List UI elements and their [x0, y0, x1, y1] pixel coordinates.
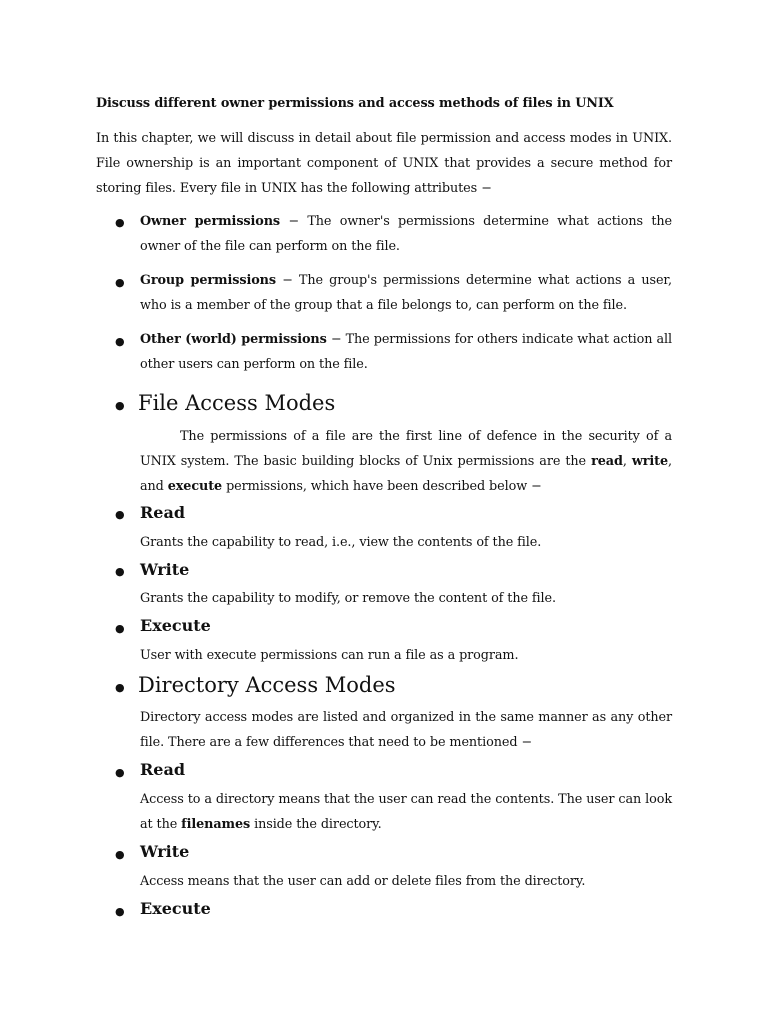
bullet-icon: ● — [115, 399, 125, 412]
directory-write-heading: Write — [140, 842, 190, 861]
bullet-icon: ● — [115, 216, 125, 229]
and-text: and — [140, 479, 168, 494]
attribute-owner-term: Owner permissions — [140, 214, 281, 229]
bullet-icon: ● — [115, 848, 125, 861]
attribute-owner-text: − The owner's permissions determine what actions the owner of the file can perform on the file. — [140, 214, 672, 254]
file-read-heading: Read — [140, 503, 186, 522]
file-execute-description: User with execute permissions can run a file as a program. — [140, 648, 519, 663]
bullet-icon: ● — [115, 276, 125, 289]
directory-read-text-after: inside the directory. — [250, 817, 382, 832]
directory-read-description — [140, 787, 672, 837]
bullet-icon: ● — [115, 565, 125, 578]
document-title: Discuss different owner permissions and access methods of files in UNIX — [96, 96, 614, 111]
bullet-icon: ● — [115, 508, 125, 521]
read-word: read — [591, 454, 623, 469]
attribute-group-item — [140, 268, 672, 318]
directory-write-description: Access means that the user can add or delete files from the directory. — [140, 874, 586, 889]
attribute-other-text: − The permissions for others indicate what action all other users can perform on the file. — [140, 332, 672, 372]
bullet-icon: ● — [115, 335, 125, 348]
file-execute-heading: Execute — [140, 616, 211, 635]
file-access-heading: File Access Modes — [138, 391, 336, 415]
bullet-icon: ● — [115, 766, 125, 779]
directory-access-heading: Directory Access Modes — [138, 673, 396, 697]
execute-word: execute — [167, 479, 223, 494]
file-access-text-end: permissions, which have been described below − — [222, 479, 542, 494]
directory-execute-heading: Execute — [140, 899, 211, 918]
attribute-group-text: − The group's permissions determine what actions a user, who is a member of the group that a file belongs to, can perform on the file. — [140, 273, 672, 313]
attribute-other-term: Other (world) permissions — [140, 332, 327, 347]
filenames-word: filenames — [181, 817, 251, 832]
file-access-paragraph — [140, 424, 672, 499]
file-access-text-start: The permissions of a file are the first line of defence in the security of a UNIX system. The basic building blocks of Unix permissions are the — [140, 429, 672, 469]
write-word: write — [631, 454, 669, 469]
bullet-icon: ● — [115, 681, 125, 694]
comma-separator: , — [668, 454, 673, 469]
directory-read-text-before: Access to a directory means that the user can read the contents. The user can look at the — [140, 792, 672, 832]
directory-read-heading: Read — [140, 760, 186, 779]
attribute-owner-item — [140, 209, 672, 259]
intro-paragraph: In this chapter, we will discuss in detail about file permission and access modes in UNIX. File ownership is an important component of UNIX that provides a secure method for storing files. Every file in UNIX has the following attributes − — [96, 131, 672, 196]
comma-separator: , — [622, 454, 632, 469]
bullet-icon: ● — [115, 905, 125, 918]
directory-access-paragraph: Directory access modes are listed and organized in the same manner as any other file. There are a few differences that need to be mentioned − — [140, 710, 672, 750]
bullet-icon: ● — [115, 622, 125, 635]
file-write-heading: Write — [140, 560, 190, 579]
file-read-description: Grants the capability to read, i.e., view the contents of the file. — [140, 535, 542, 550]
attribute-other-item — [140, 327, 672, 377]
attribute-group-term: Group permissions — [140, 273, 276, 288]
file-write-description: Grants the capability to modify, or remove the content of the file. — [140, 591, 556, 606]
